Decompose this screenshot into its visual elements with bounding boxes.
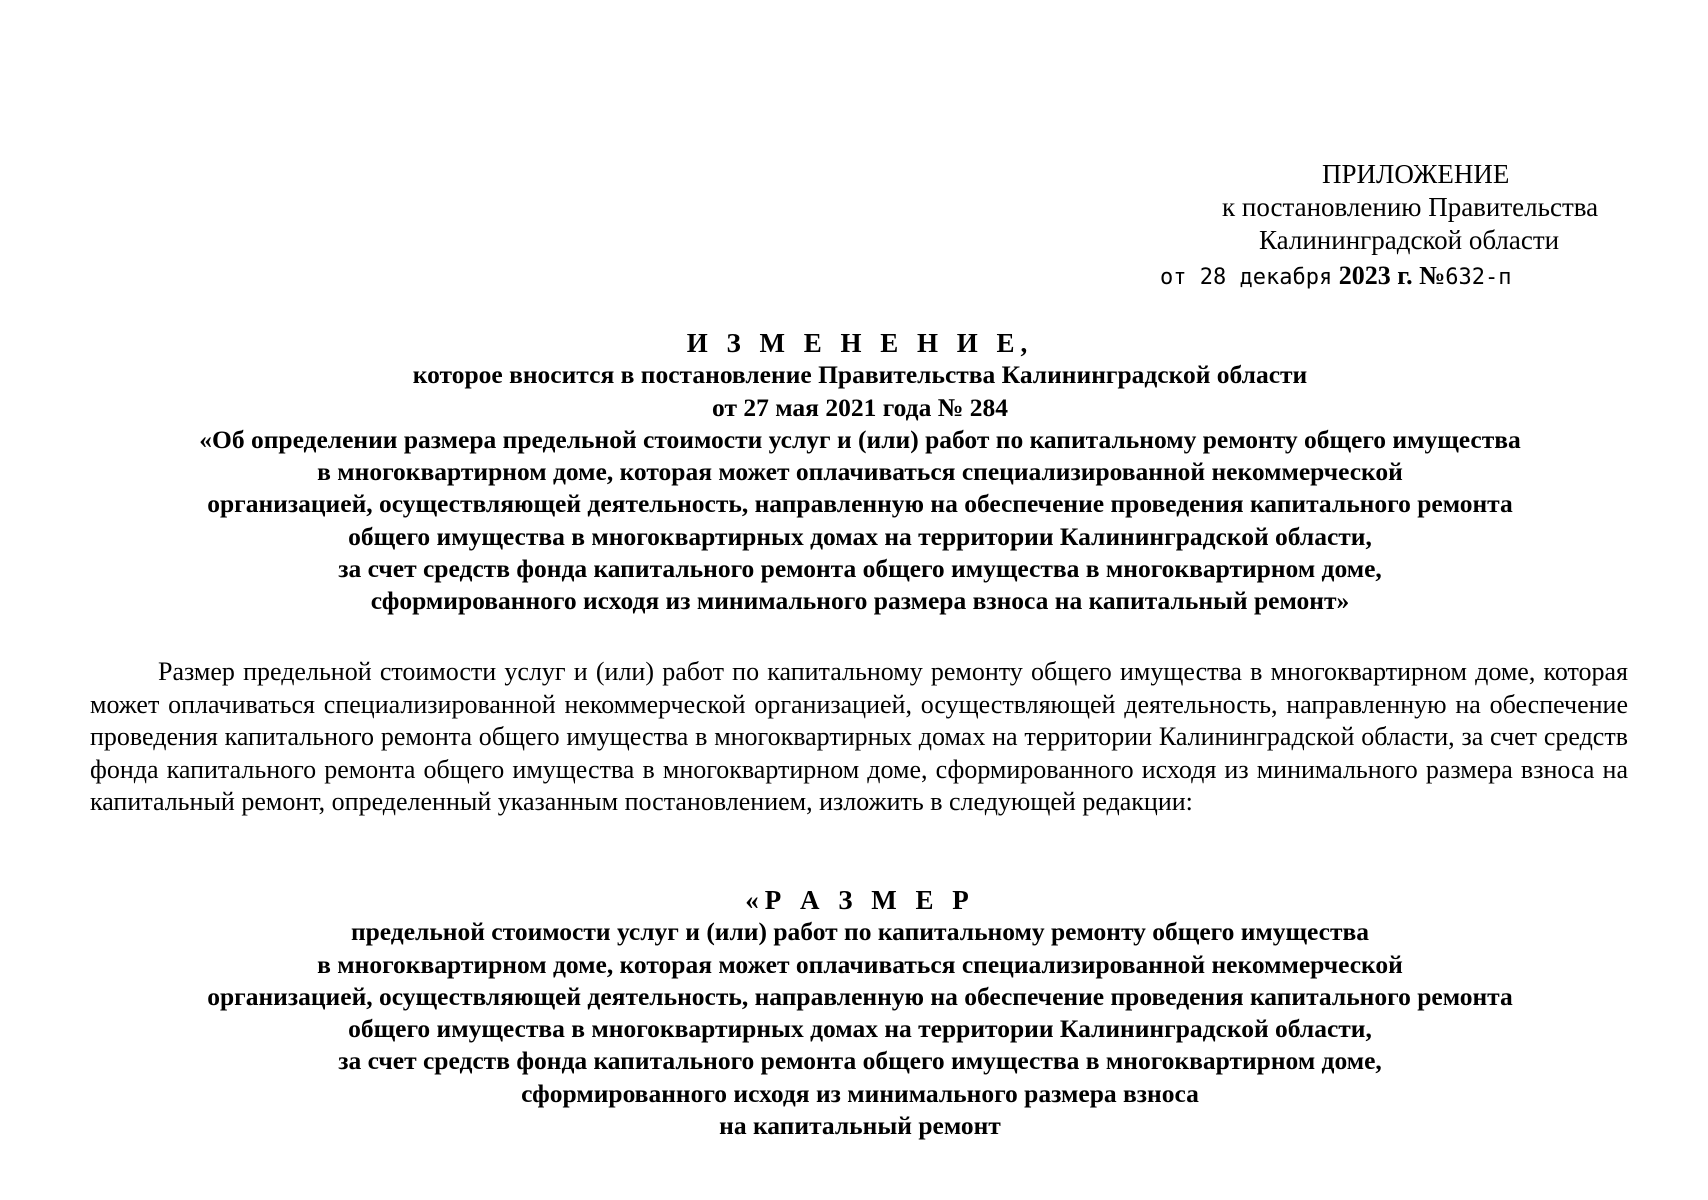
- appendix-date-year: 2023 г. №: [1332, 261, 1446, 290]
- appendix-line-resolution: к постановлению Правительства: [1222, 192, 1599, 222]
- size-heading: «Р А З М Е Р: [745, 885, 975, 915]
- size-line: организацией, осуществляющей деятельность, направленную на обеспечение проведения капитального ремонта: [207, 981, 1513, 1011]
- change-line: общего имущества в многоквартирных домах на территории Калининградской области,: [348, 521, 1372, 551]
- size-line: общего имущества в многоквартирных домах на территории Калининградской области,: [348, 1014, 1372, 1044]
- change-line: за счет средств фонда капитального ремонта общего имущества в многоквартирном доме,: [338, 554, 1382, 584]
- change-line: от 27 мая 2021 года № 284: [712, 392, 1008, 422]
- change-title-block: [90, 327, 1630, 618]
- change-heading: И З М Е Н Е Н И Е,: [686, 328, 1034, 358]
- appendix-date-day-month: 28 декабря: [1199, 265, 1333, 290]
- appendix-date-prefix: от: [1160, 265, 1200, 290]
- change-line: в многоквартирном доме, которая может оплачиваться специализированной некоммерческой: [317, 457, 1403, 487]
- size-line: сформированного исходя из минимального размера взноса: [521, 1078, 1199, 1108]
- size-title-block: [90, 884, 1630, 1142]
- size-line: на капитальный ремонт: [719, 1111, 1001, 1141]
- change-line: организацией, осуществляющей деятельность, направленную на обеспечение проведения капитального ремонта: [207, 489, 1513, 519]
- body-paragraph: Размер предельной стоимости услуг и (или) работ по капитальному ремонту общего имущества в многоквартирном доме, которая может оплачиваться специализированной некоммерческой организацией, осуществляющей деятельность, направленную на обеспечение проведения капитального ремонта общего имущества в многоквартирных домах на территории Калининградской области, за счет средств фонда капитального ремонта общего имущества в многоквартирном доме, сформированного исходя из минимального размера взноса на капитальный ремонт, определенный указанным постановлением, изложить в следующей редакции:: [90, 657, 1628, 817]
- appendix-title: ПРИЛОЖЕНИЕ: [1322, 159, 1510, 189]
- change-line: которое вносится в постановление Правительства Калининградской области: [412, 360, 1308, 390]
- size-line: предельной стоимости услуг и (или) работ по капитальному ремонту общего имущества: [350, 917, 1370, 947]
- appendix-line-region: Калининградской области: [1259, 225, 1560, 255]
- size-line: в многоквартирном доме, которая может оплачиваться специализированной некоммерческой: [317, 949, 1403, 979]
- change-line: «Об определении размера предельной стоимости услуг и (или) работ по капитальному ремонту общего имущества: [199, 424, 1521, 454]
- size-line: за счет средств фонда капитального ремонта общего имущества в многоквартирном доме,: [338, 1046, 1382, 1076]
- change-line: сформированного исходя из минимального размера взноса на капитальный ремонт»: [370, 586, 1350, 616]
- appendix-date-line: [1160, 259, 1511, 294]
- appendix-date-number: 632-п: [1445, 265, 1512, 290]
